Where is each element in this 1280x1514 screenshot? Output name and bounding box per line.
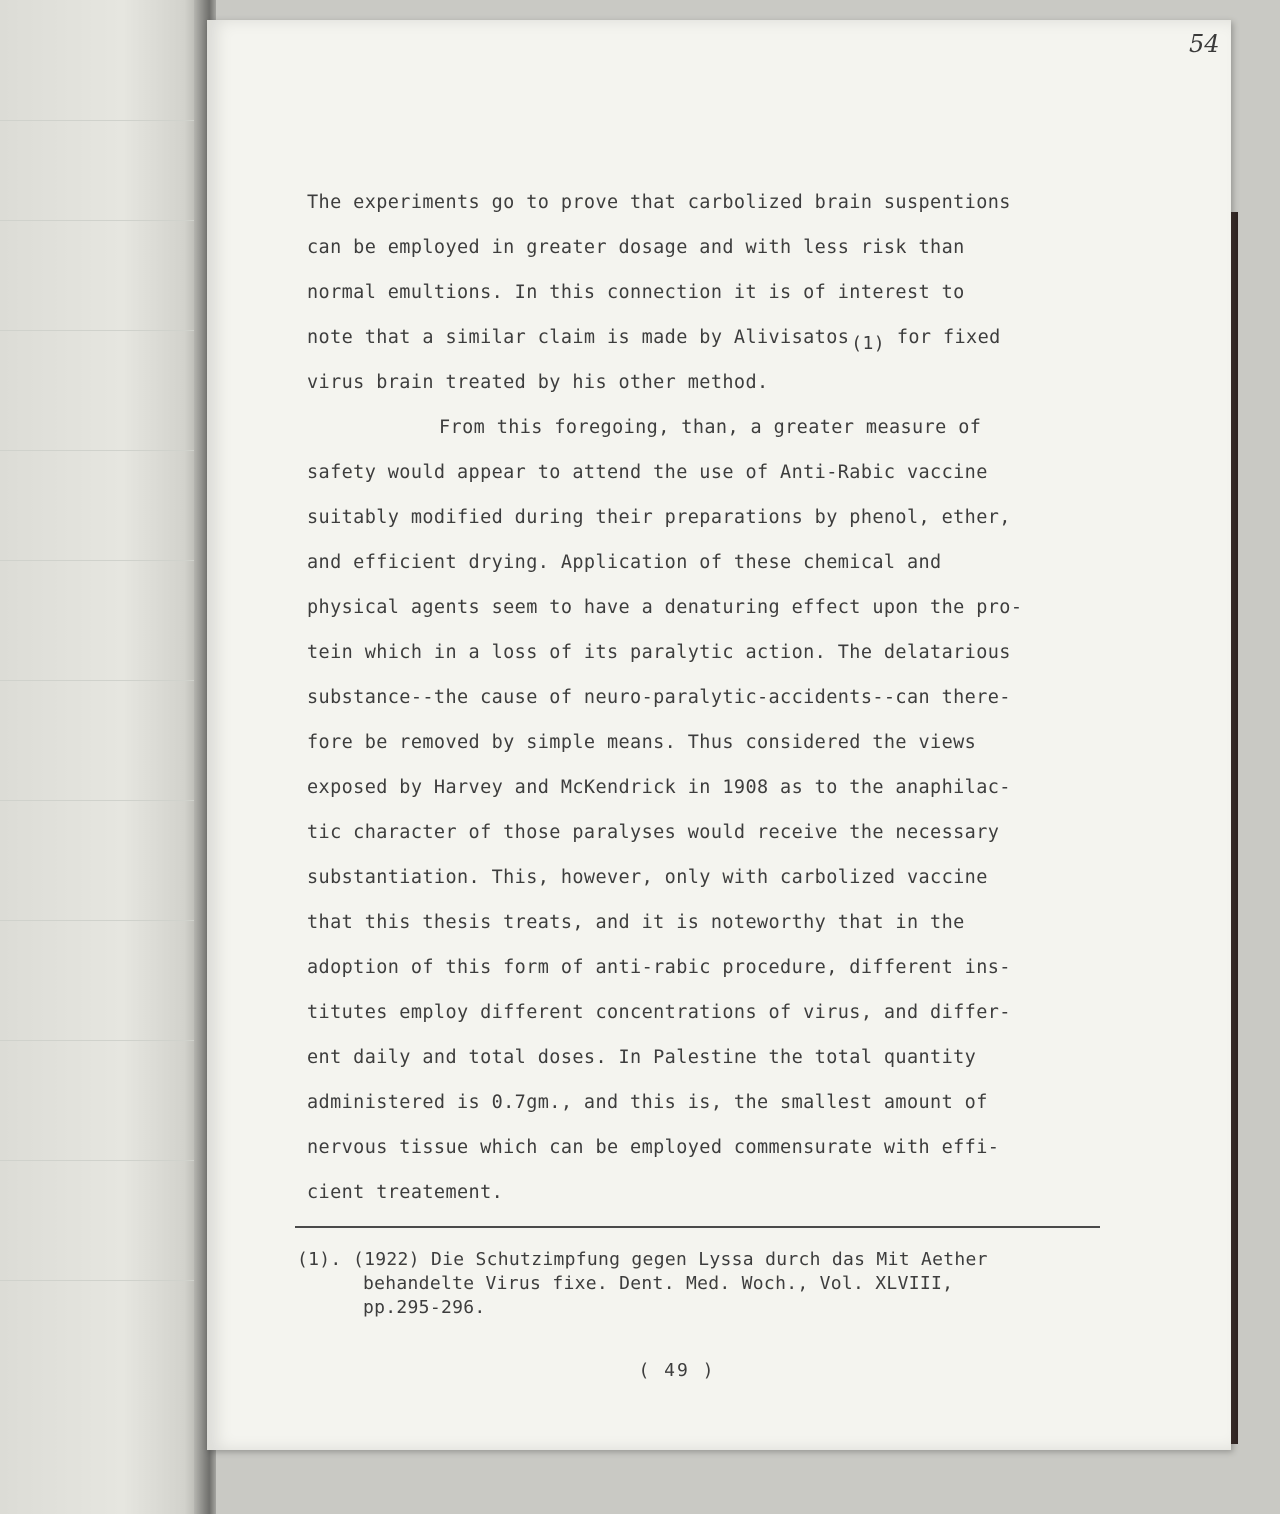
body-line: tic character of those paralyses would receive the necessary xyxy=(307,822,1000,843)
footnote xyxy=(297,1248,1157,1320)
body-line: virus brain treated by his other method. xyxy=(307,372,769,393)
body-line xyxy=(307,315,1147,360)
body-line: normal emultions. In this connection it is of interest to xyxy=(307,282,965,303)
body-line: ent daily and total doses. In Palestine the total quantity xyxy=(307,1047,977,1068)
body-line: titutes employ different concentrations of virus, and differ- xyxy=(307,1002,1011,1023)
paragraph-start-line: From this foregoing, than, a greater measure of xyxy=(439,417,982,438)
body-line: and efficient drying. Application of these chemical and xyxy=(307,552,942,573)
footnote-divider xyxy=(295,1226,1100,1228)
facing-page xyxy=(0,0,205,1514)
body-line: physical agents seem to have a denaturing effect upon the pro- xyxy=(307,597,1023,618)
body-line-text: for fixed xyxy=(885,327,1001,348)
body-line: administered is 0.7gm., and this is, the smallest amount of xyxy=(307,1092,988,1113)
handwritten-page-number: 54 xyxy=(1189,30,1220,58)
body-line: suitably modified during their preparations by phenol, ether, xyxy=(307,507,1011,528)
body-line: nervous tissue which can be employed commensurate with effi- xyxy=(307,1137,1000,1158)
footnote-reference: (1) xyxy=(851,333,886,354)
body-line: The experiments go to prove that carbolized brain suspentions xyxy=(307,192,1011,213)
body-line: exposed by Harvey and McKendrick in 1908 as to the anaphilac- xyxy=(307,777,1011,798)
body-line-text: note that a similar claim is made by Alivisatos xyxy=(307,327,850,348)
body-line: substantiation. This, however, only with carbolized vaccine xyxy=(307,867,988,888)
body-line: fore be removed by simple means. Thus considered the views xyxy=(307,732,977,753)
footnote-line: behandelte Virus fixe. Dent. Med. Woch., Vol. XLVIII, xyxy=(363,1273,954,1294)
body-line: cient treatement. xyxy=(307,1182,504,1203)
body-line: safety would appear to attend the use of Anti-Rabic vaccine xyxy=(307,462,988,483)
footnote-line: (1922) Die Schutzimpfung gegen Lyssa durch das Mit Aether xyxy=(353,1249,988,1270)
body-line: that this thesis treats, and it is noteworthy that in the xyxy=(307,912,965,933)
typed-page xyxy=(207,20,1231,1450)
body-line: can be employed in greater dosage and with less risk than xyxy=(307,237,965,258)
body-line: substance--the cause of neuro-paralytic-accidents--can there- xyxy=(307,687,1011,708)
body-line: tein which in a loss of its paralytic action. The delatarious xyxy=(307,642,1011,663)
body-text xyxy=(307,180,1147,1215)
body-line: adoption of this form of anti-rabic procedure, different ins- xyxy=(307,957,1011,978)
typed-page-number: ( 49 ) xyxy=(638,1360,716,1381)
footnote-marker: (1). xyxy=(297,1249,342,1270)
footnote-line: pp.295-296. xyxy=(363,1297,486,1318)
